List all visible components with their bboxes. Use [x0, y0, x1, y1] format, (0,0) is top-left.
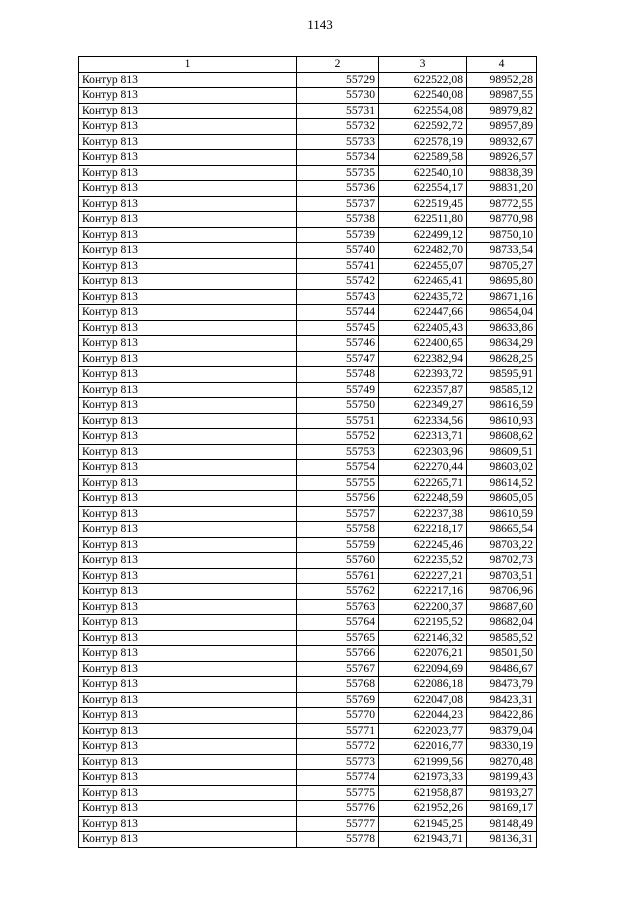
column-header-1: 1 [79, 57, 297, 73]
contour-name-cell: Контур 813 [79, 413, 297, 429]
y-coordinate-cell: 98831,20 [467, 181, 537, 197]
table-row [79, 615, 537, 631]
y-coordinate-cell: 98695,80 [467, 274, 537, 290]
table-row [79, 568, 537, 584]
contour-name-cell: Контур 813 [79, 351, 297, 367]
x-coordinate-cell: 622589,58 [379, 150, 467, 166]
contour-name-cell: Контур 813 [79, 258, 297, 274]
point-number-cell: 55741 [297, 258, 379, 274]
point-number-cell: 55742 [297, 274, 379, 290]
contour-name-cell: Контур 813 [79, 677, 297, 693]
coordinates-table [78, 56, 537, 848]
point-number-cell: 55770 [297, 708, 379, 724]
x-coordinate-cell: 622303,96 [379, 444, 467, 460]
y-coordinate-cell: 98270,48 [467, 754, 537, 770]
contour-name-cell: Контур 813 [79, 708, 297, 724]
x-coordinate-cell: 622592,72 [379, 119, 467, 135]
contour-name-cell: Контур 813 [79, 801, 297, 817]
x-coordinate-cell: 622044,23 [379, 708, 467, 724]
y-coordinate-cell: 98671,16 [467, 289, 537, 305]
point-number-cell: 55758 [297, 522, 379, 538]
table-body [79, 72, 537, 847]
table-row [79, 708, 537, 724]
table-row [79, 289, 537, 305]
y-coordinate-cell: 98634,29 [467, 336, 537, 352]
x-coordinate-cell: 622146,32 [379, 630, 467, 646]
x-coordinate-cell: 622270,44 [379, 460, 467, 476]
point-number-cell: 55766 [297, 646, 379, 662]
point-number-cell: 55753 [297, 444, 379, 460]
y-coordinate-cell: 98379,04 [467, 723, 537, 739]
x-coordinate-cell: 622465,41 [379, 274, 467, 290]
contour-name-cell: Контур 813 [79, 692, 297, 708]
table-row [79, 537, 537, 553]
x-coordinate-cell: 621958,87 [379, 785, 467, 801]
contour-name-cell: Контур 813 [79, 243, 297, 259]
y-coordinate-cell: 98957,89 [467, 119, 537, 135]
x-coordinate-cell: 622218,17 [379, 522, 467, 538]
y-coordinate-cell: 98608,62 [467, 429, 537, 445]
x-coordinate-cell: 622265,71 [379, 475, 467, 491]
x-coordinate-cell: 622195,52 [379, 615, 467, 631]
table-row [79, 305, 537, 321]
table-row [79, 274, 537, 290]
x-coordinate-cell: 622248,59 [379, 491, 467, 507]
point-number-cell: 55752 [297, 429, 379, 445]
table-row [79, 212, 537, 228]
y-coordinate-cell: 98687,60 [467, 599, 537, 615]
y-coordinate-cell: 98633,86 [467, 320, 537, 336]
point-number-cell: 55755 [297, 475, 379, 491]
x-coordinate-cell: 622334,56 [379, 413, 467, 429]
point-number-cell: 55764 [297, 615, 379, 631]
contour-name-cell: Контур 813 [79, 429, 297, 445]
point-number-cell: 55749 [297, 382, 379, 398]
x-coordinate-cell: 621952,26 [379, 801, 467, 817]
y-coordinate-cell: 98705,27 [467, 258, 537, 274]
contour-name-cell: Контур 813 [79, 398, 297, 414]
y-coordinate-cell: 98952,28 [467, 72, 537, 88]
x-coordinate-cell: 622455,07 [379, 258, 467, 274]
table-row [79, 320, 537, 336]
table-row [79, 692, 537, 708]
x-coordinate-cell: 622217,16 [379, 584, 467, 600]
table-row [79, 367, 537, 383]
y-coordinate-cell: 98595,91 [467, 367, 537, 383]
contour-name-cell: Контур 813 [79, 103, 297, 119]
contour-name-cell: Контур 813 [79, 615, 297, 631]
y-coordinate-cell: 98605,05 [467, 491, 537, 507]
point-number-cell: 55743 [297, 289, 379, 305]
y-coordinate-cell: 98772,55 [467, 196, 537, 212]
table-row [79, 150, 537, 166]
y-coordinate-cell: 98422,86 [467, 708, 537, 724]
point-number-cell: 55761 [297, 568, 379, 584]
contour-name-cell: Контур 813 [79, 444, 297, 460]
contour-name-cell: Контур 813 [79, 754, 297, 770]
y-coordinate-cell: 98838,39 [467, 165, 537, 181]
x-coordinate-cell: 622023,77 [379, 723, 467, 739]
y-coordinate-cell: 98979,82 [467, 103, 537, 119]
table-row [79, 522, 537, 538]
x-coordinate-cell: 622349,27 [379, 398, 467, 414]
y-coordinate-cell: 98926,57 [467, 150, 537, 166]
table-row [79, 382, 537, 398]
table-row [79, 460, 537, 476]
y-coordinate-cell: 98193,27 [467, 785, 537, 801]
table-row [79, 723, 537, 739]
column-header-3: 3 [379, 57, 467, 73]
x-coordinate-cell: 621945,25 [379, 816, 467, 832]
table-row [79, 475, 537, 491]
contour-name-cell: Контур 813 [79, 553, 297, 569]
contour-name-cell: Контур 813 [79, 165, 297, 181]
table-row [79, 72, 537, 88]
y-coordinate-cell: 98423,31 [467, 692, 537, 708]
y-coordinate-cell: 98585,52 [467, 630, 537, 646]
x-coordinate-cell: 622405,43 [379, 320, 467, 336]
contour-name-cell: Контур 813 [79, 506, 297, 522]
table-row [79, 646, 537, 662]
y-coordinate-cell: 98614,52 [467, 475, 537, 491]
table-row [79, 196, 537, 212]
contour-name-cell: Контур 813 [79, 522, 297, 538]
contour-name-cell: Контур 813 [79, 816, 297, 832]
y-coordinate-cell: 98169,17 [467, 801, 537, 817]
contour-name-cell: Контур 813 [79, 336, 297, 352]
point-number-cell: 55732 [297, 119, 379, 135]
y-coordinate-cell: 98703,22 [467, 537, 537, 553]
y-coordinate-cell: 98199,43 [467, 770, 537, 786]
point-number-cell: 55765 [297, 630, 379, 646]
x-coordinate-cell: 622237,38 [379, 506, 467, 522]
x-coordinate-cell: 622382,94 [379, 351, 467, 367]
x-coordinate-cell: 622076,21 [379, 646, 467, 662]
point-number-cell: 55759 [297, 537, 379, 553]
y-coordinate-cell: 98733,54 [467, 243, 537, 259]
x-coordinate-cell: 622499,12 [379, 227, 467, 243]
contour-name-cell: Контур 813 [79, 119, 297, 135]
point-number-cell: 55734 [297, 150, 379, 166]
column-header-2: 2 [297, 57, 379, 73]
x-coordinate-cell: 622554,17 [379, 181, 467, 197]
point-number-cell: 55768 [297, 677, 379, 693]
contour-name-cell: Контур 813 [79, 320, 297, 336]
point-number-cell: 55746 [297, 336, 379, 352]
table-row [79, 88, 537, 104]
page-number: 1143 [307, 17, 333, 32]
contour-name-cell: Контур 813 [79, 739, 297, 755]
table-row [79, 491, 537, 507]
contour-name-cell: Контур 813 [79, 785, 297, 801]
y-coordinate-cell: 98702,73 [467, 553, 537, 569]
table-row [79, 243, 537, 259]
x-coordinate-cell: 622245,46 [379, 537, 467, 553]
table-row [79, 599, 537, 615]
x-coordinate-cell: 622357,87 [379, 382, 467, 398]
table-header-row [79, 57, 537, 73]
table-row [79, 429, 537, 445]
contour-name-cell: Контур 813 [79, 584, 297, 600]
contour-name-cell: Контур 813 [79, 367, 297, 383]
contour-name-cell: Контур 813 [79, 646, 297, 662]
y-coordinate-cell: 98628,25 [467, 351, 537, 367]
point-number-cell: 55777 [297, 816, 379, 832]
contour-name-cell: Контур 813 [79, 274, 297, 290]
table-row [79, 134, 537, 150]
contour-name-cell: Контур 813 [79, 212, 297, 228]
point-number-cell: 55739 [297, 227, 379, 243]
point-number-cell: 55740 [297, 243, 379, 259]
x-coordinate-cell: 622200,37 [379, 599, 467, 615]
y-coordinate-cell: 98750,10 [467, 227, 537, 243]
x-coordinate-cell: 622086,18 [379, 677, 467, 693]
x-coordinate-cell: 622447,66 [379, 305, 467, 321]
table-row [79, 506, 537, 522]
x-coordinate-cell: 622578,19 [379, 134, 467, 150]
point-number-cell: 55775 [297, 785, 379, 801]
point-number-cell: 55744 [297, 305, 379, 321]
point-number-cell: 55771 [297, 723, 379, 739]
y-coordinate-cell: 98486,67 [467, 661, 537, 677]
table-row [79, 413, 537, 429]
point-number-cell: 55737 [297, 196, 379, 212]
contour-name-cell: Контур 813 [79, 88, 297, 104]
x-coordinate-cell: 622047,08 [379, 692, 467, 708]
y-coordinate-cell: 98665,54 [467, 522, 537, 538]
y-coordinate-cell: 98136,31 [467, 832, 537, 848]
table-row [79, 119, 537, 135]
y-coordinate-cell: 98603,02 [467, 460, 537, 476]
x-coordinate-cell: 622519,45 [379, 196, 467, 212]
x-coordinate-cell: 622522,08 [379, 72, 467, 88]
y-coordinate-cell: 98330,19 [467, 739, 537, 755]
x-coordinate-cell: 622016,77 [379, 739, 467, 755]
y-coordinate-cell: 98703,51 [467, 568, 537, 584]
contour-name-cell: Контур 813 [79, 568, 297, 584]
x-coordinate-cell: 621973,33 [379, 770, 467, 786]
point-number-cell: 55760 [297, 553, 379, 569]
y-coordinate-cell: 98501,50 [467, 646, 537, 662]
table-row [79, 785, 537, 801]
contour-name-cell: Контур 813 [79, 227, 297, 243]
table-row [79, 754, 537, 770]
column-header-4: 4 [467, 57, 537, 73]
table-row [79, 444, 537, 460]
table-row [79, 336, 537, 352]
y-coordinate-cell: 98770,98 [467, 212, 537, 228]
x-coordinate-cell: 622540,10 [379, 165, 467, 181]
table-row [79, 181, 537, 197]
point-number-cell: 55730 [297, 88, 379, 104]
table-row [79, 801, 537, 817]
contour-name-cell: Контур 813 [79, 196, 297, 212]
point-number-cell: 55774 [297, 770, 379, 786]
contour-name-cell: Контур 813 [79, 181, 297, 197]
point-number-cell: 55756 [297, 491, 379, 507]
y-coordinate-cell: 98706,96 [467, 584, 537, 600]
point-number-cell: 55767 [297, 661, 379, 677]
x-coordinate-cell: 622094,69 [379, 661, 467, 677]
x-coordinate-cell: 621999,56 [379, 754, 467, 770]
x-coordinate-cell: 622482,70 [379, 243, 467, 259]
contour-name-cell: Контур 813 [79, 599, 297, 615]
y-coordinate-cell: 98987,55 [467, 88, 537, 104]
x-coordinate-cell: 622435,72 [379, 289, 467, 305]
x-coordinate-cell: 622400,65 [379, 336, 467, 352]
y-coordinate-cell: 98148,49 [467, 816, 537, 832]
table-row [79, 227, 537, 243]
table-row [79, 832, 537, 848]
x-coordinate-cell: 622313,71 [379, 429, 467, 445]
point-number-cell: 55731 [297, 103, 379, 119]
point-number-cell: 55736 [297, 181, 379, 197]
table-row [79, 816, 537, 832]
table-row [79, 584, 537, 600]
contour-name-cell: Контур 813 [79, 72, 297, 88]
y-coordinate-cell: 98610,93 [467, 413, 537, 429]
y-coordinate-cell: 98610,59 [467, 506, 537, 522]
x-coordinate-cell: 622393,72 [379, 367, 467, 383]
table-row [79, 398, 537, 414]
y-coordinate-cell: 98616,59 [467, 398, 537, 414]
table-row [79, 258, 537, 274]
contour-name-cell: Контур 813 [79, 832, 297, 848]
contour-name-cell: Контур 813 [79, 289, 297, 305]
table-row [79, 661, 537, 677]
point-number-cell: 55762 [297, 584, 379, 600]
point-number-cell: 55750 [297, 398, 379, 414]
table-row [79, 553, 537, 569]
point-number-cell: 55751 [297, 413, 379, 429]
point-number-cell: 55733 [297, 134, 379, 150]
point-number-cell: 55772 [297, 739, 379, 755]
contour-name-cell: Контур 813 [79, 661, 297, 677]
y-coordinate-cell: 98609,51 [467, 444, 537, 460]
point-number-cell: 55773 [297, 754, 379, 770]
y-coordinate-cell: 98473,79 [467, 677, 537, 693]
x-coordinate-cell: 622235,52 [379, 553, 467, 569]
y-coordinate-cell: 98585,12 [467, 382, 537, 398]
point-number-cell: 55748 [297, 367, 379, 383]
contour-name-cell: Контур 813 [79, 770, 297, 786]
point-number-cell: 55738 [297, 212, 379, 228]
contour-name-cell: Контур 813 [79, 537, 297, 553]
x-coordinate-cell: 622554,08 [379, 103, 467, 119]
point-number-cell: 55769 [297, 692, 379, 708]
contour-name-cell: Контур 813 [79, 723, 297, 739]
point-number-cell: 55729 [297, 72, 379, 88]
point-number-cell: 55754 [297, 460, 379, 476]
contour-name-cell: Контур 813 [79, 382, 297, 398]
point-number-cell: 55735 [297, 165, 379, 181]
contour-name-cell: Контур 813 [79, 305, 297, 321]
table-row [79, 165, 537, 181]
contour-name-cell: Контур 813 [79, 134, 297, 150]
y-coordinate-cell: 98682,04 [467, 615, 537, 631]
table-row [79, 677, 537, 693]
x-coordinate-cell: 621943,71 [379, 832, 467, 848]
contour-name-cell: Контур 813 [79, 630, 297, 646]
table-row [79, 770, 537, 786]
table-row [79, 739, 537, 755]
contour-name-cell: Контур 813 [79, 475, 297, 491]
contour-name-cell: Контур 813 [79, 491, 297, 507]
x-coordinate-cell: 622511,80 [379, 212, 467, 228]
y-coordinate-cell: 98932,67 [467, 134, 537, 150]
table-row [79, 103, 537, 119]
contour-name-cell: Контур 813 [79, 150, 297, 166]
contour-name-cell: Контур 813 [79, 460, 297, 476]
table-row [79, 630, 537, 646]
point-number-cell: 55757 [297, 506, 379, 522]
y-coordinate-cell: 98654,04 [467, 305, 537, 321]
point-number-cell: 55776 [297, 801, 379, 817]
point-number-cell: 55747 [297, 351, 379, 367]
point-number-cell: 55778 [297, 832, 379, 848]
table-row [79, 351, 537, 367]
point-number-cell: 55763 [297, 599, 379, 615]
point-number-cell: 55745 [297, 320, 379, 336]
x-coordinate-cell: 622540,08 [379, 88, 467, 104]
x-coordinate-cell: 622227,21 [379, 568, 467, 584]
